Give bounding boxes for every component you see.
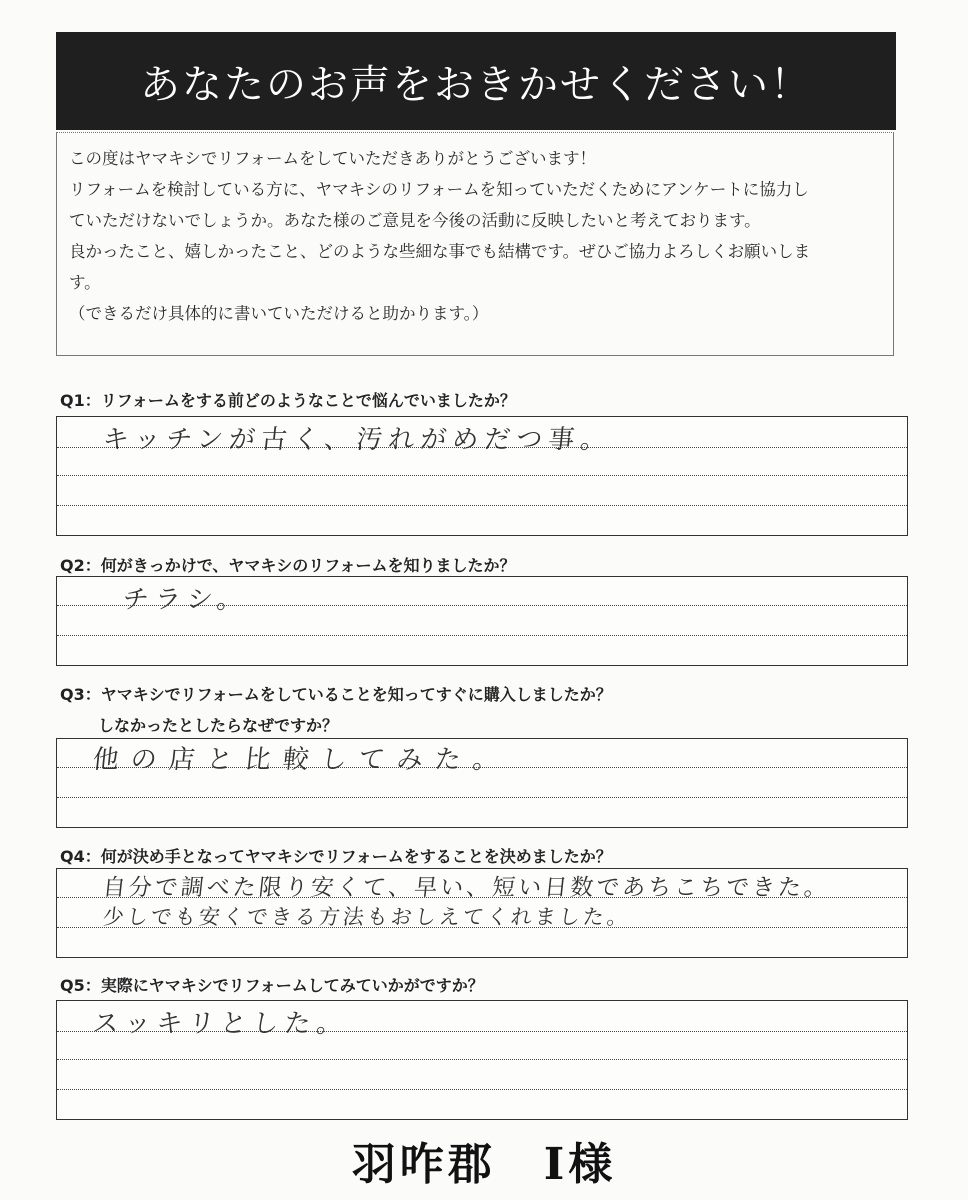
answer-2-handwriting: チラシ。 — [121, 585, 251, 615]
intro-line: リフォームを検討している方に、ヤマキシのリフォームを知っていただくためにアンケートに協力し — [69, 180, 809, 199]
intro-line: ていただけないでしょうか。あなた様のご意見を今後の活動に反映したいと考えております。 — [69, 211, 761, 230]
survey-title-banner — [56, 32, 896, 130]
question-3-label: Q3：ヤマキシでリフォームをしていることを知ってすぐに購入しましたか？ しなかったとしたらなぜですか？ — [60, 685, 612, 735]
answer-5-handwriting: スッキリとした。 — [91, 1009, 351, 1039]
intro-line: す。 — [69, 273, 101, 292]
answer-4-handwriting-line-2: 少しでも安くできる方法もおしえてくれました。 — [101, 905, 633, 929]
intro-box — [56, 132, 894, 356]
intro-line: （できるだけ具体的に書いていただけると助かります。） — [69, 304, 489, 323]
answer-box-1 — [56, 416, 908, 536]
customer-signature: 羽咋郡 I様 — [351, 1139, 617, 1190]
answer-box-2 — [56, 576, 908, 666]
intro-line: 良かったこと、嬉しかったこと、どのような些細な事でも結構です。ぜひご協力よろしくお願いしま — [69, 242, 811, 261]
answer-3-handwriting: 他の店と比較してみた。 — [91, 745, 513, 775]
answer-box-5 — [56, 1000, 908, 1120]
question-3-sublabel: しなかったとしたらなぜですか？ — [98, 716, 339, 735]
question-5-label: Q5：実際にヤマキシでリフォームしてみていかがですか？ — [60, 976, 484, 995]
question-4-label: Q4：何が決め手となってヤマキシでリフォームをすることを決めましたか？ — [60, 847, 612, 866]
answer-box-4 — [56, 868, 908, 958]
question-1-label: Q1：リフォームをする前どのようなことで悩んでいましたか？ — [60, 391, 516, 410]
question-2-label: Q2：何がきっかけで、ヤマキシのリフォームを知りましたか？ — [60, 556, 516, 575]
answer-1-handwriting: キッチンが古く、汚れがめだつ事。 — [101, 425, 614, 455]
answer-box-3 — [56, 738, 908, 828]
answer-4-handwriting-line-1: 自分で調べた限り安くて、早い、短い日数であちこちできた。 — [101, 875, 832, 901]
intro-line: この度はヤマキシでリフォームをしていただきありがとうございます！ — [69, 149, 597, 168]
survey-title: あなたのお声をおきかせください！ — [140, 61, 812, 108]
